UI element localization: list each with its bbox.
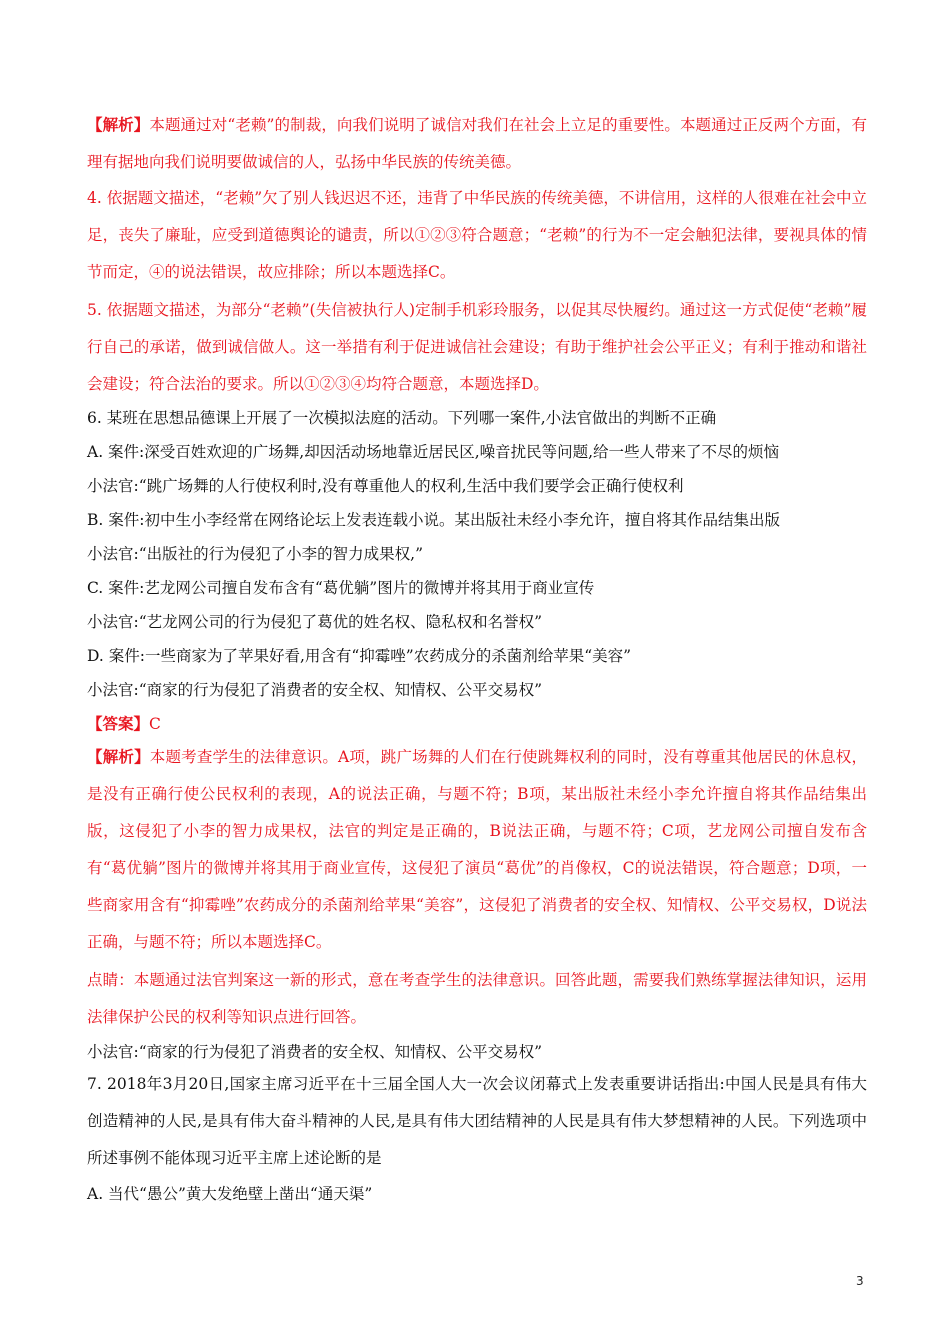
question6-option-c-case: C. 案件:艺龙网公司擅自发布含有“葛优躺”图片的微博并将其用于商业宣传: [87, 579, 595, 597]
question6-option-d-judge: 小法官:“商家的行为侵犯了消费者的安全权、知情权、公平交易权”: [87, 681, 543, 699]
question6-option-a-case: A. 案件:深受百姓欢迎的广场舞,却因活动场地靠近居民区,噪音扰民等问题,给一些人带来了不尽的烦恼: [87, 443, 780, 461]
analysis-tag: 【解析】: [87, 747, 150, 766]
question6-option-b-case: B. 案件:初中生小李经常在网络论坛上发表连载小说。某出版社未经小李允许，擅自将其作品结集出版: [87, 511, 780, 529]
question6-option-d-case: D. 案件:一些商家为了苹果好看,用含有“抑霉唑”农药成分的杀菌剂给苹果“美容”: [87, 647, 632, 665]
question7-stem: 7. 2018年3月20日,国家主席习近平在十三届全国人大一次会议闭幕式上发表重要讲话指出:中国人民是具有伟大创造精神的人民,是具有伟大奋斗精神的人民,是具有伟大团结精神的人民是具有伟大梦想精神的人民。下列选项中所述事例不能体现习近平主席上述论断的是: [87, 1075, 867, 1167]
question6-stem: 6. 某班在思想品德课上开展了一次模拟法庭的活动。下列哪一案件,小法官做出的判断不正确: [87, 409, 717, 427]
question6-comment: 点睛：本题通过法官判案这一新的形式，意在考查学生的法律意识。回答此题，需要我们熟练掌握法律知识，运用法律保护公民的权利等知识点进行回答。: [87, 971, 867, 1026]
question6-option-a-judge: 小法官:“跳广场舞的人行使权利时,没有尊重他人的权利,生活中我们要学会正确行使权利: [87, 477, 684, 495]
question6-answer: [87, 712, 161, 736]
question6-option-c-judge: 小法官:“艺龙网公司的行为侵犯了葛优的姓名权、隐私权和名誉权”: [87, 613, 543, 631]
analysis-text: 本题考查学生的法律意识。A项，跳广场舞的人们在行使跳舞权利的同时，没有尊重其他居民的休息权，是没有正确行使公民权利的表现，A的说法正确，与题不符；B项，某出版社未经小李允许擅自将其作品结集出版，这侵犯了小李的智力成果权，法官的判定是正确的，B说法正确，与题不符；C项，艺龙网公司擅自发布含有“葛优躺”图片的微博并将其用于商业宣传，这侵犯了演员“葛优”的肖像权，C的说法错误，符合题意；D项，一些商家用含有“抑霉唑”农药成分的杀菌剂给苹果“美容”，这侵犯了消费者的安全权、知情权、公平交易权，D说法正确，与题不符；所以本题选择C。: [87, 748, 867, 951]
answer-value: C: [149, 715, 161, 733]
question6-option-b-judge: 小法官:“出版社的行为侵犯了小李的智力成果权,”: [87, 545, 423, 563]
page-number: 3: [856, 1274, 864, 1288]
question6-repeat-judge: 小法官:“商家的行为侵犯了消费者的安全权、知情权、公平交易权”: [87, 1043, 543, 1061]
analysis-q3-paragraph: [87, 106, 867, 181]
question7-option-a: A. 当代“愚公”黄大发绝壁上凿出“通天渠”: [87, 1185, 373, 1203]
analysis-tag: 【解析】: [87, 115, 150, 134]
answer-tag: 【答案】: [87, 714, 150, 733]
analysis-5-paragraph: 5. 依据题文描述，为部分“老赖”(失信被执行人)定制手机彩玲服务，以促其尽快履约。通过这一方式促使“老赖”履行自己的承诺，做到诚信做人。这一举措有利于促进诚信社会建设；有助于维护社会公平正义；有利于推动和谐社会建设；符合法治的要求。所以①②③④均符合题意，本题选择D。: [87, 301, 867, 393]
analysis-4-paragraph: 4. 依据题文描述，“老赖”欠了别人钱迟迟不还，违背了中华民族的传统美德，不讲信用，这样的人很难在社会中立足，丧失了廉耻，应受到道德舆论的谴责，所以①②③符合题意；“老赖”的行为不一定会触犯法律，要视具体的情节而定，④的说法错误，故应排除；所以本题选择C。: [87, 189, 867, 281]
analysis-text: 本题通过对“老赖”的制裁，向我们说明了诚信对我们在社会上立足的重要性。本题通过正反两个方面，有理有据地向我们说明要做诚信的人，弘扬中华民族的传统美德。: [87, 116, 867, 171]
question6-analysis: [87, 738, 867, 961]
